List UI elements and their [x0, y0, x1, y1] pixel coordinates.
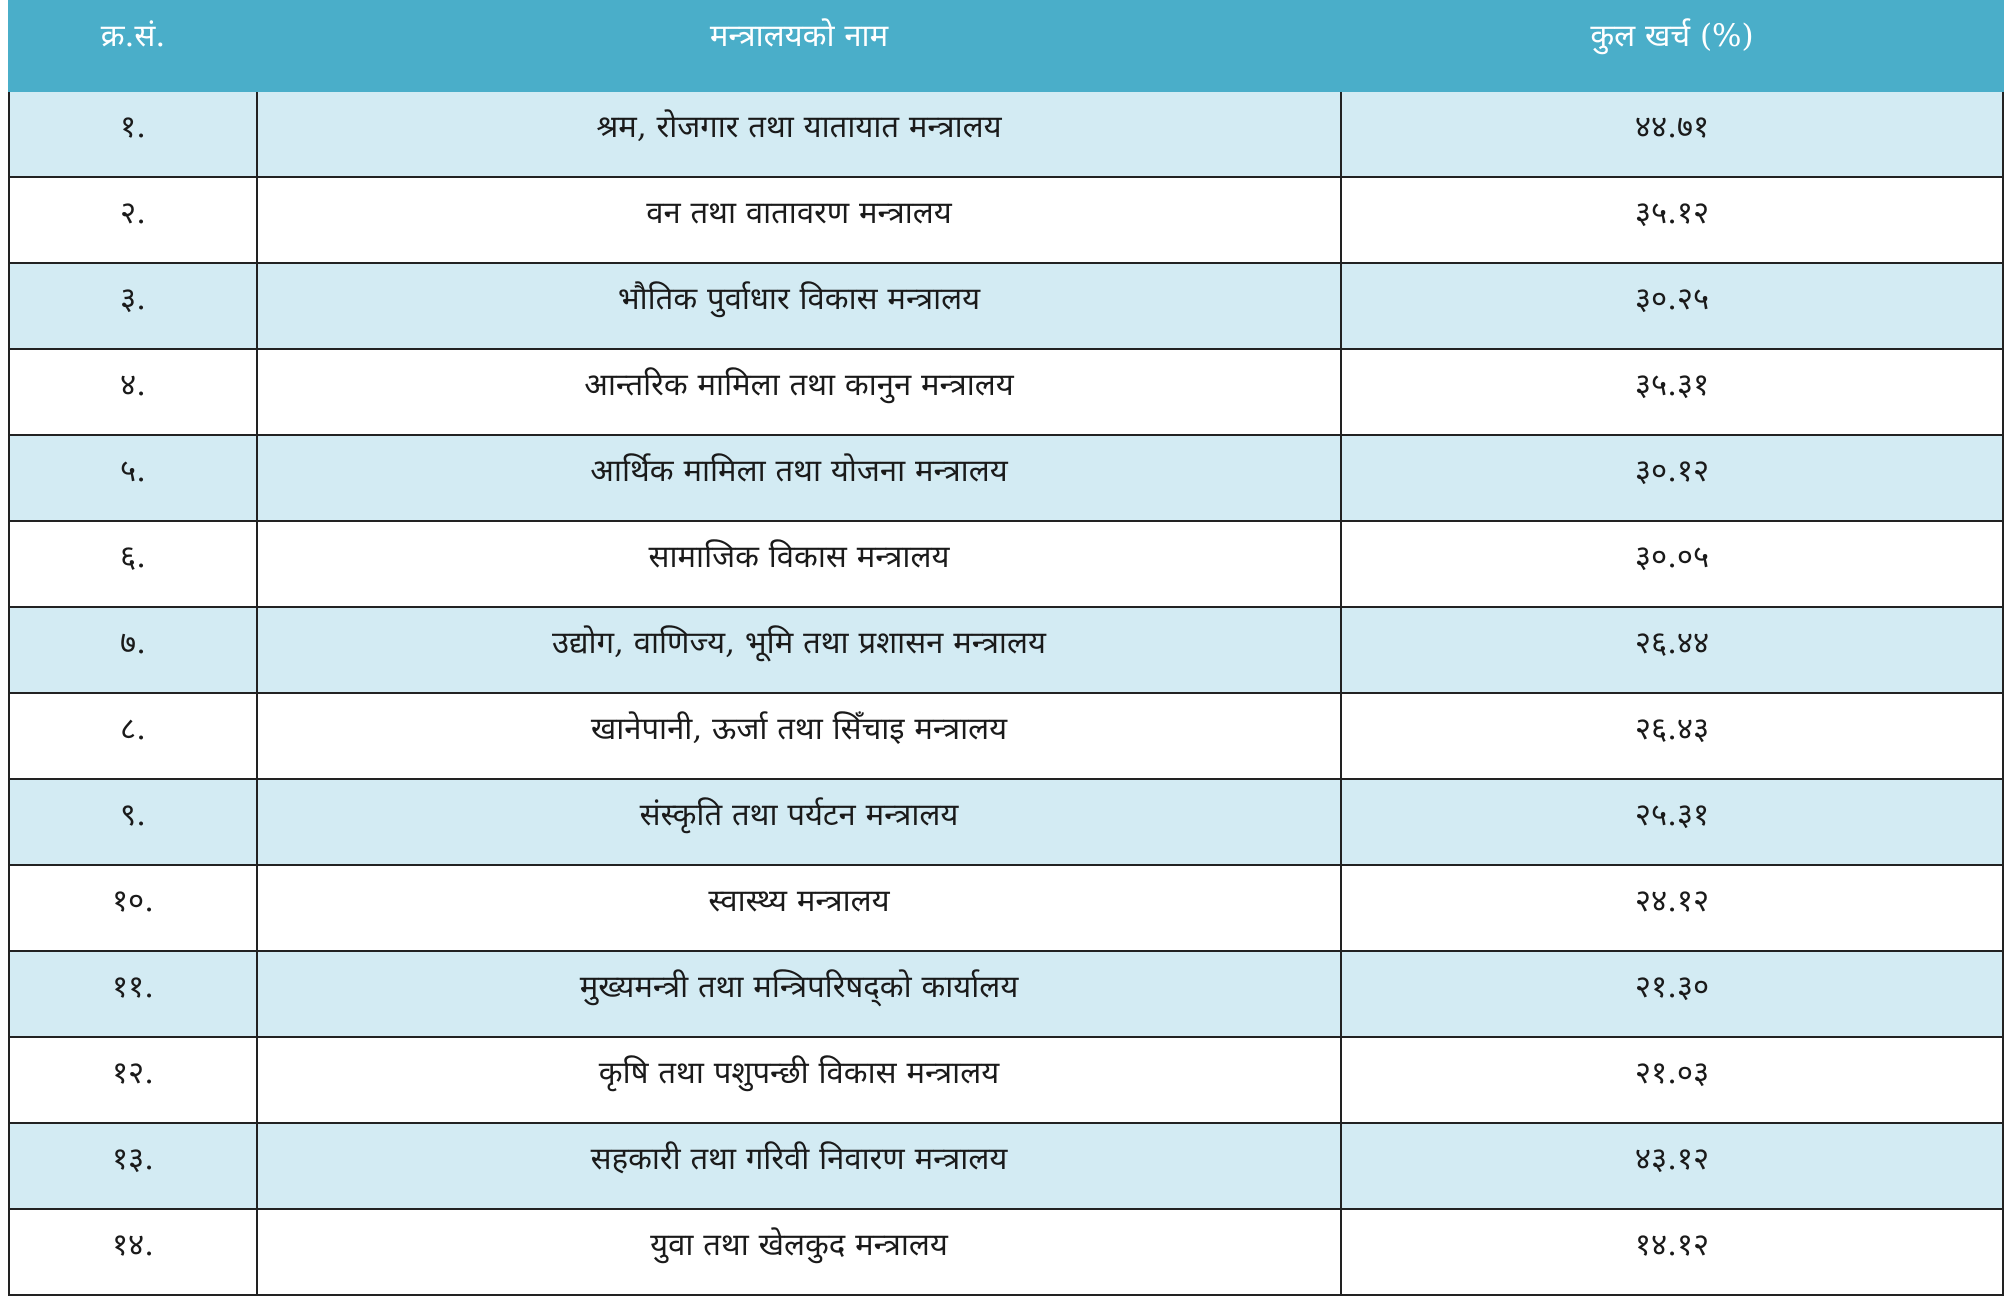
serial-number-cell: १२. — [9, 1037, 257, 1123]
table-body — [9, 91, 2003, 1295]
ministry-expenditure-table — [8, 0, 2004, 1296]
serial-number-cell: ६. — [9, 521, 257, 607]
table-row — [9, 779, 2003, 865]
table-row — [9, 521, 2003, 607]
expenditure-cell: ३५.३१ — [1341, 349, 2003, 435]
table-row — [9, 177, 2003, 263]
ministry-name-cell: स्वास्थ्य मन्त्रालय — [257, 865, 1341, 951]
table-row — [9, 693, 2003, 779]
header-row — [9, 0, 2003, 91]
expenditure-cell: २१.३० — [1341, 951, 2003, 1037]
serial-number-cell: २. — [9, 177, 257, 263]
ministry-name-cell: वन तथा वातावरण मन्त्रालय — [257, 177, 1341, 263]
expenditure-cell: ३०.१२ — [1341, 435, 2003, 521]
serial-number-cell: ७. — [9, 607, 257, 693]
serial-number-cell: ३. — [9, 263, 257, 349]
serial-number-cell: ९. — [9, 779, 257, 865]
expenditure-cell: ४४.७१ — [1341, 91, 2003, 177]
serial-number-cell: १०. — [9, 865, 257, 951]
serial-number-cell: १३. — [9, 1123, 257, 1209]
ministry-name-cell: खानेपानी, ऊर्जा तथा सिँचाइ मन्त्रालय — [257, 693, 1341, 779]
table-row — [9, 349, 2003, 435]
ministry-name-cell: आन्तरिक मामिला तथा कानुन मन्त्रालय — [257, 349, 1341, 435]
header-ministry-name: मन्त्रालयको नाम — [257, 0, 1341, 91]
ministry-name-cell: श्रम, रोजगार तथा यातायात मन्त्रालय — [257, 91, 1341, 177]
ministry-name-cell: युवा तथा खेलकुद मन्त्रालय — [257, 1209, 1341, 1295]
serial-number-cell: ८. — [9, 693, 257, 779]
expenditure-cell: २६.४३ — [1341, 693, 2003, 779]
serial-number-cell: ४. — [9, 349, 257, 435]
table-row — [9, 435, 2003, 521]
ministry-name-cell: सहकारी तथा गरिवी निवारण मन्त्रालय — [257, 1123, 1341, 1209]
table-row — [9, 1037, 2003, 1123]
header-total-expenditure: कुल खर्च (%) — [1341, 0, 2003, 91]
table-row — [9, 865, 2003, 951]
serial-number-cell: १४. — [9, 1209, 257, 1295]
expenditure-cell: २६.४४ — [1341, 607, 2003, 693]
ministry-expenditure-table-wrapper — [8, 0, 2002, 1296]
table-row — [9, 263, 2003, 349]
table-row — [9, 607, 2003, 693]
ministry-name-cell: सामाजिक विकास मन्त्रालय — [257, 521, 1341, 607]
ministry-name-cell: आर्थिक मामिला तथा योजना मन्त्रालय — [257, 435, 1341, 521]
table-row — [9, 951, 2003, 1037]
expenditure-cell: १४.१२ — [1341, 1209, 2003, 1295]
ministry-name-cell: संस्कृति तथा पर्यटन मन्त्रालय — [257, 779, 1341, 865]
expenditure-cell: ३०.०५ — [1341, 521, 2003, 607]
header-serial-number: क्र.सं. — [9, 0, 257, 91]
table-row — [9, 91, 2003, 177]
table-row — [9, 1209, 2003, 1295]
ministry-name-cell: उद्योग, वाणिज्य, भूमि तथा प्रशासन मन्त्रालय — [257, 607, 1341, 693]
ministry-name-cell: कृषि तथा पशुपन्छी विकास मन्त्रालय — [257, 1037, 1341, 1123]
ministry-name-cell: मुख्यमन्त्री तथा मन्त्रिपरिषद्को कार्यालय — [257, 951, 1341, 1037]
serial-number-cell: ५. — [9, 435, 257, 521]
expenditure-cell: ३५.१२ — [1341, 177, 2003, 263]
ministry-name-cell: भौतिक पुर्वाधार विकास मन्त्रालय — [257, 263, 1341, 349]
expenditure-cell: ३०.२५ — [1341, 263, 2003, 349]
expenditure-cell: २५.३१ — [1341, 779, 2003, 865]
expenditure-cell: २४.१२ — [1341, 865, 2003, 951]
serial-number-cell: ११. — [9, 951, 257, 1037]
expenditure-cell: ४३.१२ — [1341, 1123, 2003, 1209]
expenditure-cell: २१.०३ — [1341, 1037, 2003, 1123]
table-row — [9, 1123, 2003, 1209]
serial-number-cell: १. — [9, 91, 257, 177]
table-header — [9, 0, 2003, 91]
